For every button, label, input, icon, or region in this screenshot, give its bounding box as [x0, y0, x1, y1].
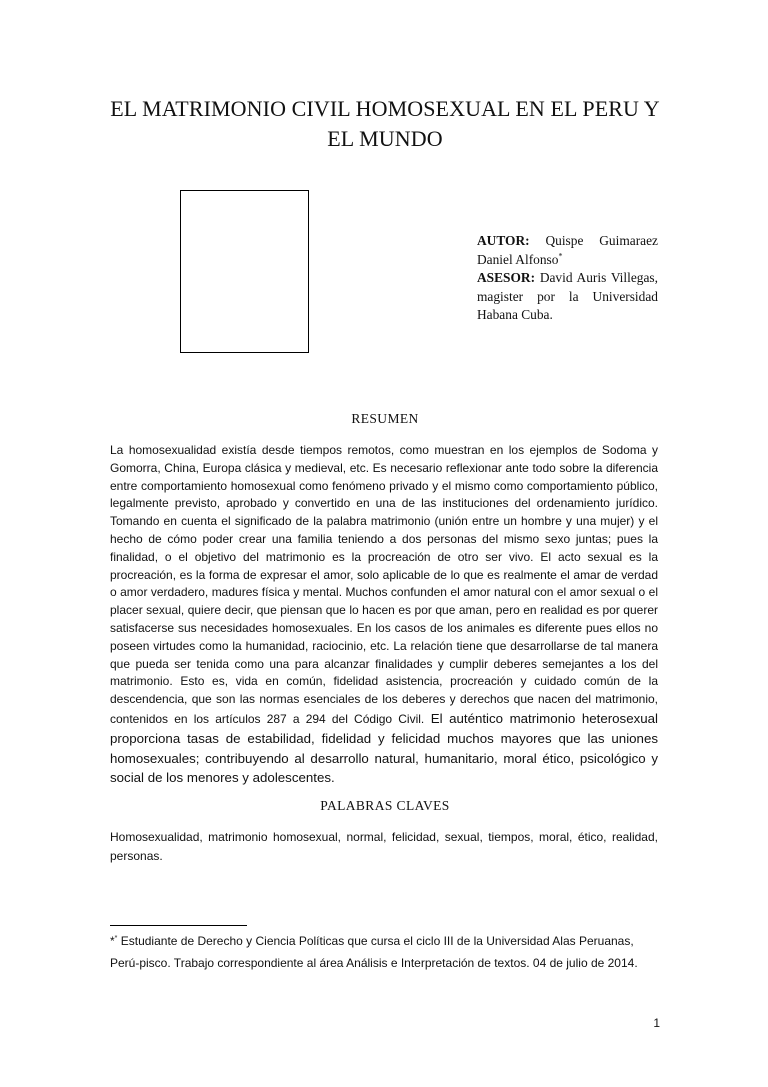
advisor-label: ASESOR: — [477, 270, 536, 285]
abstract-text: La homosexualidad existía desde tiempos remotos, como muestran en los ejemplos de Sodoma y Gomorra, China, Europa clásica y medieval, etc. Es necesario reflexionar ante todo sobre la diferencia entre comportamiento homosexual como fenómeno privado y el mismo como comportamiento público, legalmente previsto, aprobado y convertido en una de las instituciones del ordenamiento jurídico. Tomando en cuenta el significado de la palabra matrimonio (unión entre un hombre y una mujer) y el hecho de cómo poder crear una familia teniendo a dos personas del mismo sexo juntas; pues la finalidad, o el objetivo del matrimonio es la procreación de otro ser vivo. El acto sexual es la procreación, es la forma de expresar el amor, solo aplicable de lo que es realmente el amar de verdad o amor verdadero, madures física y mental. Muchos confunden el amor natural con el amor sexual o el placer sexual, quiere decir, que piensan que lo hacen es por que aman, pero en realidad es por querer satisfacerse sus necesidades homosexuales. En los casos de los animales es diferente pues ellos no poseen virtudes como la humanidad, raciocinio, etc. La relación tiene que desarrollarse de tal manera que pueda ser tenida como una para alcanzar finalidades y cumplir deberes semejantes a los del matrimonio. Esto es, vida en común, fidelidad asistencia, procreación y cuidado común de la descendencia, que son las normas esenciales de los deberes y derechos que nacen del matrimonio, contenidos en los artículos 287 a 294 del Código Civil. — [110, 443, 658, 726]
author-name: Quispe Guimaraez Daniel Alfonso — [477, 233, 658, 267]
abstract-body — [110, 442, 658, 788]
abstract-text-tail: El auténtico matrimonio heterosexual proporciona tasas de estabilidad, fidelidad y felicidad muchos mayores que las uniones homosexuales; contribuyendo al desarrollo natural, humanitario, moral ético, psicológico y social de los menores y adolescentes. — [110, 710, 658, 786]
footnote-marker: * — [110, 934, 115, 948]
footnote-text: Estudiante de Derecho y Ciencia Políticas que cursa el ciclo III de la Universidad Alas Peruanas, Perú-pisco. Trabajo correspondiente al área Análisis e Interpretación de textos. 04 de julio de 2014. — [110, 934, 638, 970]
footnote-sup-marker: * — [114, 935, 118, 942]
footnote-separator — [110, 925, 247, 926]
keywords-heading: PALABRAS CLAVES — [320, 798, 450, 813]
footnote — [110, 930, 660, 974]
photo-placeholder — [180, 190, 309, 353]
document-title: EL MATRIMONIO CIVIL HOMOSEXUAL EN EL PERU Y EL MUNDO — [110, 96, 660, 151]
author-label: AUTOR: — [477, 233, 530, 248]
advisor-text: David Auris Villegas, magister por la Universidad Habana Cuba. — [477, 270, 658, 322]
page-number: 1 — [653, 1016, 660, 1030]
author-block — [477, 232, 658, 325]
author-footnote-marker: * — [558, 251, 563, 261]
abstract-heading: RESUMEN — [351, 411, 419, 426]
keywords-text: Homosexualidad, matrimonio homosexual, normal, felicidad, sexual, tiempos, moral, ético, realidad, personas. — [110, 830, 658, 863]
